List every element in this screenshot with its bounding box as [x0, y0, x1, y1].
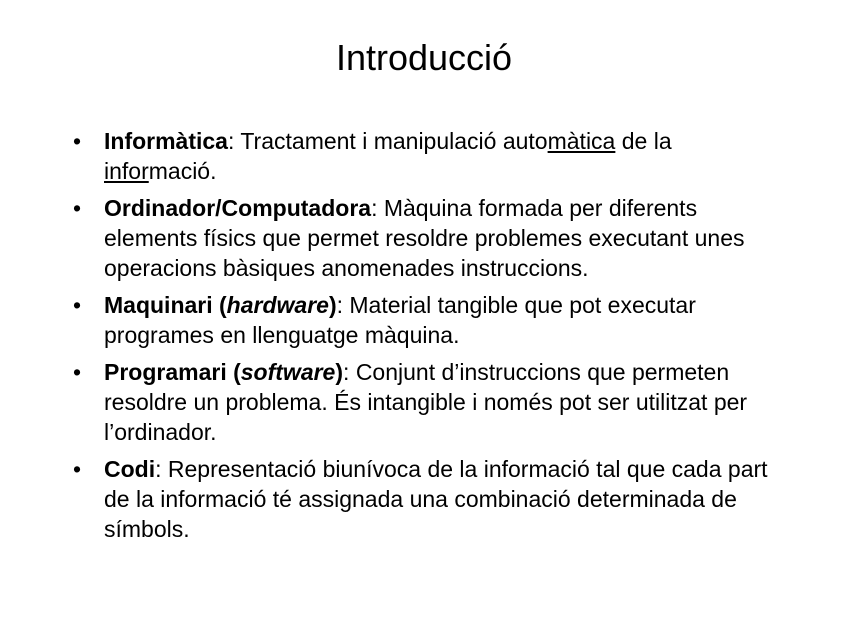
bullet-dot-icon: •	[72, 359, 82, 385]
term-label-italic: hardware	[226, 292, 329, 318]
bullet-dot-icon: •	[72, 128, 82, 154]
bullet-dot-icon: •	[72, 456, 82, 482]
bullet-item-codi	[70, 454, 790, 544]
definition-text: Tractament i manipulació auto	[240, 128, 548, 154]
bullet-dot-icon: •	[72, 292, 82, 318]
term-label: Maquinari (	[104, 292, 227, 318]
term-label: Informàtica	[104, 128, 228, 154]
definition-text: Material tangible que pot executar programes en llenguatge màquina.	[104, 292, 696, 348]
definition-text: mació.	[148, 158, 217, 184]
bullet-item-programari	[70, 357, 790, 447]
definition-underlined: màtica	[547, 128, 616, 154]
definition-text: Conjunt d’instruccions que permeten resoldre un problema. És intangible i només pot ser utilitzat per l’ordinador.	[104, 359, 748, 445]
bullet-list	[70, 126, 790, 551]
definition-underlined: infor	[104, 158, 149, 184]
term-separator: :	[343, 359, 356, 385]
bullet-item-informatica	[70, 126, 790, 186]
term-label: Ordinador/Computadora	[104, 195, 372, 221]
definition-text: Màquina formada per diferents elements físics que permet resoldre problemes executant unes operacions bàsiques anomenades instruccions.	[104, 195, 745, 281]
term-separator: :	[371, 195, 384, 221]
term-separator: :	[227, 128, 241, 154]
term-label: )	[335, 359, 344, 385]
bullet-dot-icon: •	[72, 195, 82, 221]
term-separator: :	[336, 292, 350, 318]
term-label-italic: software	[240, 359, 336, 385]
definition-text: Representació biunívoca de la informació tal que cada part de la informació té assignada una combinació determinada de símbols.	[104, 456, 768, 542]
bullet-item-maquinari	[70, 290, 790, 350]
term-label: Codi	[104, 456, 156, 482]
slide-title: Introducció	[335, 37, 513, 78]
term-separator: :	[155, 456, 168, 482]
term-label: )	[328, 292, 337, 318]
term-label: Programari (	[104, 359, 241, 385]
definition-text: de la	[615, 128, 672, 154]
bullet-item-ordinador	[70, 193, 790, 283]
